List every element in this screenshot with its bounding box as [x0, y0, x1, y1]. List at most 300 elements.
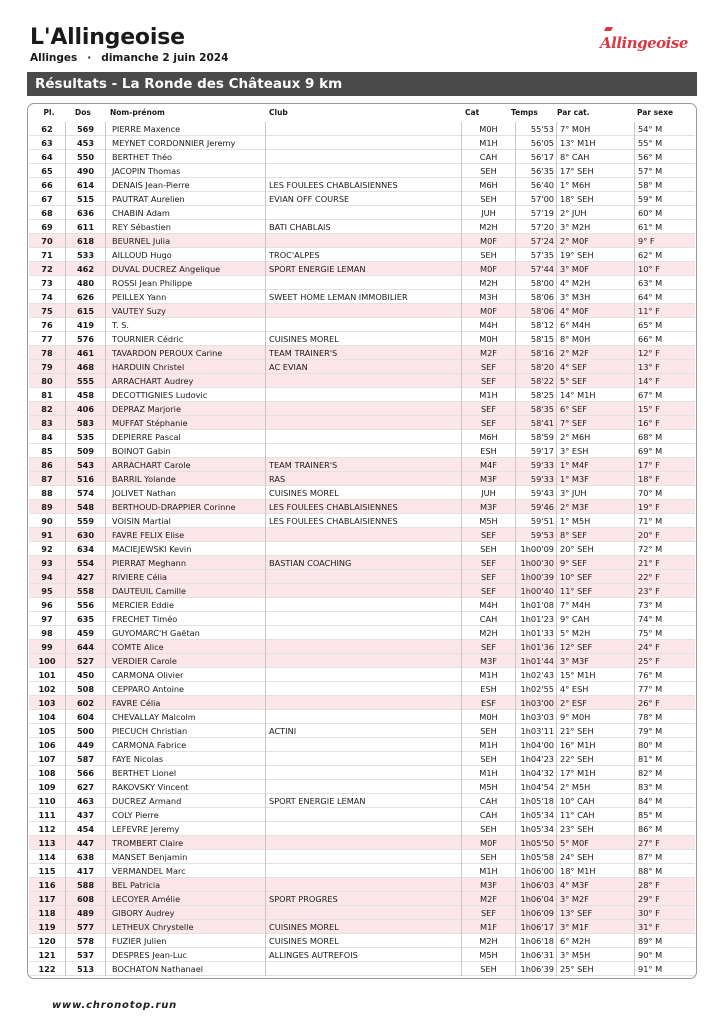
cell-place: 101 — [38, 670, 56, 680]
cell-time: 58'22 — [515, 374, 556, 388]
cell-category: M1H — [461, 864, 515, 878]
cell-category: M1H — [461, 668, 515, 682]
cell-name: CHABIN Adam — [105, 206, 265, 220]
cell-bib: 566 — [65, 766, 105, 780]
cell-club: SPORT PROGRES — [265, 892, 461, 906]
cell-name: FAVRE FELIX Elise — [105, 528, 265, 542]
cell-rank-category: 19° SEH — [556, 248, 634, 262]
cell-category: M0H — [461, 710, 515, 724]
cell-bib: 533 — [65, 248, 105, 262]
cell-bib: 461 — [65, 346, 105, 360]
cell-rank-category: 4° ESH — [556, 682, 634, 696]
table-row — [29, 570, 695, 584]
cell-place: 97 — [41, 614, 53, 624]
cell-bib: 513 — [65, 962, 105, 976]
cell-rank-category: 5° SEF — [556, 374, 634, 388]
cell-name: VOISIN Martial — [105, 514, 265, 528]
cell-rank-category: 4° SEF — [556, 360, 634, 374]
cell-place: 67 — [41, 194, 53, 204]
cell-rank-sex: 72° M — [634, 542, 695, 556]
cell-time: 1h03'11 — [515, 724, 556, 738]
cell-category: CAH — [461, 150, 515, 164]
cell-name: DECOTTIGNIES Ludovic — [105, 388, 265, 402]
cell-bib: 615 — [65, 304, 105, 318]
cell-rank-category: 1° M4F — [556, 458, 634, 472]
cell-category: M2F — [461, 892, 515, 906]
cell-category: M3F — [461, 472, 515, 486]
cell-club — [265, 416, 461, 430]
cell-rank-sex: 66° M — [634, 332, 695, 346]
cell-bib: 630 — [65, 528, 105, 542]
cell-category: M3F — [461, 878, 515, 892]
cell-name: FRECHET Timéo — [105, 612, 265, 626]
table-row — [29, 374, 695, 388]
cell-rank-sex: 57° M — [634, 164, 695, 178]
cell-club — [265, 430, 461, 444]
cell-rank-category: 5° M0F — [556, 836, 634, 850]
cell-category: M3F — [461, 500, 515, 514]
col-header-par-sexe: Par sexe — [637, 108, 674, 117]
cell-name: FUZIER Julien — [105, 934, 265, 948]
table-row — [29, 220, 695, 234]
cell-rank-category: 22° SEH — [556, 752, 634, 766]
cell-rank-category: 4° M3F — [556, 878, 634, 892]
cell-rank-sex: 62° M — [634, 248, 695, 262]
cell-place: 62 — [41, 124, 53, 134]
cell-time: 59'17 — [515, 444, 556, 458]
cell-time: 1h06'00 — [515, 864, 556, 878]
cell-name: BERTHET Théo — [105, 150, 265, 164]
cell-club: BATI CHABLAIS — [265, 220, 461, 234]
cell-bib: 450 — [65, 668, 105, 682]
cell-rank-sex: 65° M — [634, 318, 695, 332]
cell-place: 96 — [41, 600, 53, 610]
cell-bib: 516 — [65, 472, 105, 486]
cell-club — [265, 276, 461, 290]
cell-time: 1h01'08 — [515, 598, 556, 612]
cell-time: 1h03'03 — [515, 710, 556, 724]
table-row — [29, 206, 695, 220]
cell-bib: 406 — [65, 402, 105, 416]
table-row — [29, 948, 695, 962]
table-row — [29, 794, 695, 808]
cell-club — [265, 122, 461, 136]
cell-category: SEF — [461, 360, 515, 374]
table-row — [29, 864, 695, 878]
table-row — [29, 724, 695, 738]
cell-name: T. S. — [105, 318, 265, 332]
cell-rank-category: 1° M5H — [556, 514, 634, 528]
cell-rank-category: 6° M4H — [556, 318, 634, 332]
cell-time: 1h03'00 — [515, 696, 556, 710]
event-subtitle — [30, 52, 228, 64]
cell-rank-sex: 19° F — [634, 500, 695, 514]
cell-category: M2H — [461, 276, 515, 290]
cell-name: DAUTEUIL Camille — [105, 584, 265, 598]
cell-time: 57'44 — [515, 262, 556, 276]
cell-time: 1h05'34 — [515, 808, 556, 822]
table-row — [29, 276, 695, 290]
cell-name: MUFFAT Stéphanie — [105, 416, 265, 430]
cell-bib: 468 — [65, 360, 105, 374]
cell-rank-sex: 27° F — [634, 836, 695, 850]
cell-bib: 611 — [65, 220, 105, 234]
cell-time: 59'46 — [515, 500, 556, 514]
cell-name: AILLOUD Hugo — [105, 248, 265, 262]
cell-rank-category: 17° M1H — [556, 766, 634, 780]
cell-club: TROC'ALPES — [265, 248, 461, 262]
cell-club: AC EVIAN — [265, 360, 461, 374]
cell-name: JACOPIN Thomas — [105, 164, 265, 178]
cell-rank-sex: 85° M — [634, 808, 695, 822]
cell-place: 72 — [41, 264, 53, 274]
cell-rank-sex: 17° F — [634, 458, 695, 472]
cell-place: 105 — [38, 726, 56, 736]
cell-rank-sex: 61° M — [634, 220, 695, 234]
cell-rank-sex: 82° M — [634, 766, 695, 780]
cell-rank-sex: 70° M — [634, 486, 695, 500]
cell-club: RAS — [265, 472, 461, 486]
cell-rank-category: 13° M1H — [556, 136, 634, 150]
cell-bib: 638 — [65, 850, 105, 864]
cell-bib: 608 — [65, 892, 105, 906]
cell-time: 1h05'50 — [515, 836, 556, 850]
table-row — [29, 962, 695, 976]
cell-place: 73 — [41, 278, 53, 288]
cell-name: TROMBERT Claire — [105, 836, 265, 850]
cell-category: ESF — [461, 696, 515, 710]
cell-place: 85 — [41, 446, 53, 456]
cell-category: M4F — [461, 458, 515, 472]
cell-name: TAVARDON PEROUX Carine — [105, 346, 265, 360]
table-row — [29, 486, 695, 500]
cell-club: TEAM TRAINER'S — [265, 458, 461, 472]
cell-place: 113 — [38, 838, 56, 848]
table-row — [29, 808, 695, 822]
cell-club — [265, 780, 461, 794]
results-banner: Résultats - La Ronde des Châteaux 9 km — [27, 72, 697, 96]
cell-bib: 462 — [65, 262, 105, 276]
table-row — [29, 780, 695, 794]
cell-bib: 449 — [65, 738, 105, 752]
cell-time: 58'35 — [515, 402, 556, 416]
cell-bib: 489 — [65, 906, 105, 920]
cell-rank-sex: 25° F — [634, 654, 695, 668]
cell-bib: 576 — [65, 332, 105, 346]
cell-time: 57'24 — [515, 234, 556, 248]
cell-bib: 508 — [65, 682, 105, 696]
cell-rank-sex: 75° M — [634, 626, 695, 640]
cell-rank-category: 15° M1H — [556, 668, 634, 682]
cell-time: 56'17 — [515, 150, 556, 164]
cell-rank-sex: 28° F — [634, 878, 695, 892]
event-title: L'Allingeoise — [30, 25, 185, 50]
cell-name: JOLIVET Nathan — [105, 486, 265, 500]
cell-name: MANSET Benjamin — [105, 850, 265, 864]
cell-time: 1h00'39 — [515, 570, 556, 584]
cell-club: ALLINGES AUTREFOIS — [265, 948, 461, 962]
cell-place: 104 — [38, 712, 56, 722]
cell-category: M1H — [461, 738, 515, 752]
cell-bib: 559 — [65, 514, 105, 528]
cell-category: CAH — [461, 808, 515, 822]
cell-club: LES FOULEES CHABLAISIENNES — [265, 500, 461, 514]
cell-bib: 555 — [65, 374, 105, 388]
cell-place: 76 — [41, 320, 53, 330]
cell-place: 78 — [41, 348, 53, 358]
cell-category: M5H — [461, 780, 515, 794]
cell-time: 58'15 — [515, 332, 556, 346]
col-header-par-cat: Par cat. — [557, 108, 590, 117]
cell-rank-sex: 74° M — [634, 612, 695, 626]
cell-place: 93 — [41, 558, 53, 568]
cell-category: M0H — [461, 122, 515, 136]
cell-time: 1h01'44 — [515, 654, 556, 668]
cell-category: CAH — [461, 612, 515, 626]
cell-place: 83 — [41, 418, 53, 428]
cell-time: 1h06'39 — [515, 962, 556, 976]
cell-time: 1h06'04 — [515, 892, 556, 906]
cell-rank-category: 11° CAH — [556, 808, 634, 822]
cell-time: 1h06'31 — [515, 948, 556, 962]
cell-club — [265, 304, 461, 318]
table-row — [29, 500, 695, 514]
cell-time: 1h04'54 — [515, 780, 556, 794]
cell-rank-sex: 14° F — [634, 374, 695, 388]
cell-rank-sex: 56° M — [634, 150, 695, 164]
cell-rank-category: 11° SEF — [556, 584, 634, 598]
cell-name: BEURNEL Julia — [105, 234, 265, 248]
table-row — [29, 878, 695, 892]
cell-name: REY Sébastien — [105, 220, 265, 234]
cell-rank-category: 5° M2H — [556, 626, 634, 640]
cell-category: SEH — [461, 962, 515, 976]
cell-rank-category: 3° M1F — [556, 920, 634, 934]
cell-bib: 588 — [65, 878, 105, 892]
cell-rank-category: 1° M6H — [556, 178, 634, 192]
cell-rank-sex: 15° F — [634, 402, 695, 416]
cell-club: TEAM TRAINER'S — [265, 346, 461, 360]
cell-bib: 543 — [65, 458, 105, 472]
cell-bib: 574 — [65, 486, 105, 500]
cell-rank-category: 4° M2H — [556, 276, 634, 290]
cell-category: SEF — [461, 528, 515, 542]
col-header-club: Club — [269, 108, 288, 117]
cell-category: M1H — [461, 136, 515, 150]
cell-club — [265, 598, 461, 612]
cell-rank-sex: 64° M — [634, 290, 695, 304]
cell-time: 58'41 — [515, 416, 556, 430]
table-row — [29, 920, 695, 934]
cell-place: 121 — [38, 950, 56, 960]
table-row — [29, 654, 695, 668]
table-row — [29, 766, 695, 780]
cell-category: M0F — [461, 262, 515, 276]
cell-category: M6H — [461, 178, 515, 192]
cell-rank-category: 10° CAH — [556, 794, 634, 808]
cell-category: M0F — [461, 836, 515, 850]
cell-club: CUISINES MOREL — [265, 934, 461, 948]
cell-name: BARRIL Yolande — [105, 472, 265, 486]
cell-rank-category: 8° CAH — [556, 150, 634, 164]
cell-time: 1h04'23 — [515, 752, 556, 766]
cell-category: SEH — [461, 724, 515, 738]
cell-category: JUH — [461, 206, 515, 220]
cell-name: CHEVALLAY Malcolm — [105, 710, 265, 724]
cell-club — [265, 850, 461, 864]
table-row — [29, 360, 695, 374]
cell-rank-sex: 30° F — [634, 906, 695, 920]
cell-bib: 578 — [65, 934, 105, 948]
cell-bib: 569 — [65, 122, 105, 136]
cell-place: 82 — [41, 404, 53, 414]
cell-name: ROSSI Jean Philippe — [105, 276, 265, 290]
cell-rank-sex: 80° M — [634, 738, 695, 752]
cell-name: DEPRAZ Marjorie — [105, 402, 265, 416]
cell-rank-sex: 60° M — [634, 206, 695, 220]
table-row — [29, 640, 695, 654]
cell-name: ARRACHART Carole — [105, 458, 265, 472]
cell-place: 69 — [41, 222, 53, 232]
cell-club — [265, 542, 461, 556]
cell-rank-category: 2° M5H — [556, 780, 634, 794]
cell-category: CAH — [461, 794, 515, 808]
cell-time: 56'40 — [515, 178, 556, 192]
cell-club — [265, 150, 461, 164]
cell-category: SEH — [461, 164, 515, 178]
cell-category: SEF — [461, 584, 515, 598]
col-header-cat: Cat — [465, 108, 480, 117]
cell-name: LETHEUX Chrystelle — [105, 920, 265, 934]
table-row — [29, 850, 695, 864]
cell-time: 1h04'32 — [515, 766, 556, 780]
cell-place: 71 — [41, 250, 53, 260]
cell-time: 1h04'00 — [515, 738, 556, 752]
cell-name: RAKOVSKY Vincent — [105, 780, 265, 794]
cell-bib: 527 — [65, 654, 105, 668]
cell-time: 1h00'40 — [515, 584, 556, 598]
cell-time: 59'51 — [515, 514, 556, 528]
table-row — [29, 318, 695, 332]
cell-bib: 558 — [65, 584, 105, 598]
cell-rank-category: 3° M5H — [556, 948, 634, 962]
cell-bib: 635 — [65, 612, 105, 626]
cell-club — [265, 444, 461, 458]
cell-place: 108 — [38, 768, 56, 778]
col-header-temps: Temps — [511, 108, 538, 117]
cell-rank-category: 2° M2F — [556, 346, 634, 360]
cell-rank-sex: 73° M — [634, 598, 695, 612]
cell-name: FAYE Nicolas — [105, 752, 265, 766]
cell-category: M1H — [461, 388, 515, 402]
cell-bib: 614 — [65, 178, 105, 192]
cell-place: 65 — [41, 166, 53, 176]
cell-rank-sex: 63° M — [634, 276, 695, 290]
cell-rank-sex: 54° M — [634, 122, 695, 136]
cell-rank-category: 6° M2H — [556, 934, 634, 948]
cell-bib: 500 — [65, 724, 105, 738]
cell-place: 106 — [38, 740, 56, 750]
cell-rank-category: 3° ESH — [556, 444, 634, 458]
cell-time: 56'35 — [515, 164, 556, 178]
cell-time: 1h05'58 — [515, 850, 556, 864]
cell-rank-sex: 22° F — [634, 570, 695, 584]
cell-category: M3H — [461, 290, 515, 304]
cell-bib: 636 — [65, 206, 105, 220]
cell-name: PIERRAT Meghann — [105, 556, 265, 570]
cell-bib: 618 — [65, 234, 105, 248]
cell-bib: 627 — [65, 780, 105, 794]
cell-name: FAVRE Célia — [105, 696, 265, 710]
cell-name: CARMONA Fabrice — [105, 738, 265, 752]
cell-place: 110 — [38, 796, 56, 806]
cell-category: SEF — [461, 640, 515, 654]
cell-time: 1h01'36 — [515, 640, 556, 654]
cell-rank-sex: 83° M — [634, 780, 695, 794]
cell-category: M4H — [461, 598, 515, 612]
cell-rank-sex: 88° M — [634, 864, 695, 878]
table-row — [29, 346, 695, 360]
table-row — [29, 738, 695, 752]
cell-bib: 587 — [65, 752, 105, 766]
table-row — [29, 178, 695, 192]
table-row — [29, 892, 695, 906]
cell-category: SEF — [461, 556, 515, 570]
cell-time: 57'19 — [515, 206, 556, 220]
cell-bib: 463 — [65, 794, 105, 808]
table-row — [29, 514, 695, 528]
cell-club: BASTIAN COACHING — [265, 556, 461, 570]
cell-rank-category: 3° M3H — [556, 290, 634, 304]
cell-rank-category: 24° SEH — [556, 850, 634, 864]
cell-name: DUVAL DUCREZ Angelique — [105, 262, 265, 276]
col-header-nom: Nom-prénom — [110, 108, 165, 117]
table-row — [29, 710, 695, 724]
cell-club — [265, 626, 461, 640]
cell-place: 109 — [38, 782, 56, 792]
cell-place: 98 — [41, 628, 53, 638]
cell-club: SWEET HOME LEMAN IMMOBILIER — [265, 290, 461, 304]
cell-name: PIERRE Maxence — [105, 122, 265, 136]
cell-rank-category: 9° M0H — [556, 710, 634, 724]
cell-club — [265, 136, 461, 150]
cell-category: M0F — [461, 234, 515, 248]
cell-rank-category: 3° M2F — [556, 892, 634, 906]
cell-club — [265, 906, 461, 920]
separator-dot: · — [87, 52, 92, 64]
cell-rank-category: 7° M0H — [556, 122, 634, 136]
cell-rank-category: 2° JUH — [556, 206, 634, 220]
table-row — [29, 752, 695, 766]
cell-club — [265, 738, 461, 752]
cell-club — [265, 654, 461, 668]
cell-name: VERMANDEL Marc — [105, 864, 265, 878]
cell-rank-sex: 89° M — [634, 934, 695, 948]
cell-category: M5H — [461, 948, 515, 962]
cell-bib: 554 — [65, 556, 105, 570]
cell-club: ACTINI — [265, 724, 461, 738]
cell-club — [265, 752, 461, 766]
cell-place: 86 — [41, 460, 53, 470]
cell-time: 1h00'09 — [515, 542, 556, 556]
table-row — [29, 934, 695, 948]
cell-place: 122 — [38, 964, 56, 974]
table-row — [29, 668, 695, 682]
cell-club — [265, 528, 461, 542]
cell-rank-sex: 86° M — [634, 822, 695, 836]
cell-time: 58'12 — [515, 318, 556, 332]
event-date: dimanche 2 juin 2024 — [101, 52, 229, 64]
